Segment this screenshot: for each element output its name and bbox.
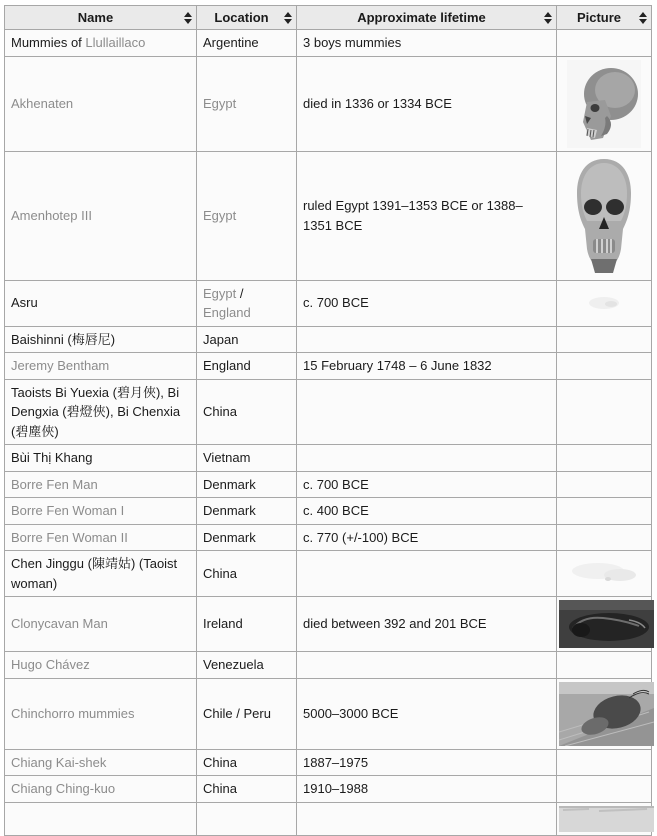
lifetime-cell: ruled Egypt 1391–1353 BCE or 1388–1351 BCE bbox=[297, 151, 557, 280]
location-cell bbox=[197, 524, 297, 551]
location-cell bbox=[197, 445, 297, 472]
table-row bbox=[5, 524, 652, 551]
table-row bbox=[5, 471, 652, 498]
column-header-location[interactable] bbox=[197, 6, 297, 30]
cell-text: Japan bbox=[203, 331, 239, 347]
picture-cell bbox=[557, 326, 652, 353]
location-cell bbox=[197, 151, 297, 280]
location-cell bbox=[197, 56, 297, 151]
picture-cell bbox=[557, 802, 652, 835]
location-cell bbox=[197, 597, 297, 652]
lifetime-cell: c. 700 BCE bbox=[297, 471, 557, 498]
cell-text: Denmark bbox=[203, 529, 256, 545]
cell-text: Mummies of bbox=[11, 35, 86, 50]
lifetime-cell: died in 1336 or 1334 BCE bbox=[297, 56, 557, 151]
wiki-link[interactable]: Egypt bbox=[203, 285, 237, 301]
cell-text: Chen Jinggu (陳靖姑) (Taoist woman) bbox=[11, 556, 178, 591]
picture-cell bbox=[557, 353, 652, 380]
clonycavan-man-image[interactable] bbox=[559, 600, 649, 648]
lifetime-cell: c. 700 BCE bbox=[297, 280, 557, 326]
table-row-partial bbox=[5, 802, 652, 835]
name-cell bbox=[5, 498, 197, 525]
cell-text: / bbox=[236, 285, 244, 301]
table-row bbox=[5, 56, 652, 151]
picture-cell bbox=[557, 30, 652, 57]
lifetime-cell: 1887–1975 bbox=[297, 749, 557, 776]
wiki-link[interactable]: Borre Fen Woman II bbox=[11, 529, 128, 545]
name-cell bbox=[5, 379, 197, 445]
location-cell bbox=[197, 353, 297, 380]
cell-text: Denmark bbox=[203, 476, 256, 492]
mummy-table-body bbox=[5, 30, 652, 836]
picture-cell bbox=[557, 498, 652, 525]
cell-text: Taoists Bi Yuexia (碧月俠), Bi Dengxia (碧燈俠), Bi Chenxia (碧塵俠) bbox=[11, 384, 181, 439]
name-cell bbox=[5, 597, 197, 652]
name-cell bbox=[5, 471, 197, 498]
wiki-link[interactable]: Jeremy Bentham bbox=[11, 358, 110, 373]
table-row bbox=[5, 353, 652, 380]
location-cell bbox=[197, 471, 297, 498]
lifetime-cell bbox=[297, 326, 557, 353]
lifetime-cell bbox=[297, 551, 557, 597]
cell-text: Denmark bbox=[203, 503, 256, 518]
picture-cell bbox=[557, 597, 652, 652]
cell-text: Baishinni (梅唇尼) bbox=[11, 331, 116, 347]
picture-cell bbox=[557, 776, 652, 803]
cell-text: Vietnam bbox=[203, 450, 251, 465]
sort-both-icon bbox=[544, 12, 552, 24]
cell-text: China bbox=[203, 404, 237, 419]
sort-both-icon bbox=[184, 12, 192, 24]
name-cell bbox=[5, 678, 197, 749]
location-cell bbox=[197, 802, 297, 835]
wiki-link[interactable]: Clonycavan Man bbox=[11, 616, 108, 632]
name-cell bbox=[5, 151, 197, 280]
table-row bbox=[5, 151, 652, 280]
table-row bbox=[5, 749, 652, 776]
wiki-link[interactable]: Egypt bbox=[203, 207, 237, 223]
picture-cell bbox=[557, 749, 652, 776]
header-label: Name bbox=[77, 10, 114, 25]
table-row bbox=[5, 597, 652, 652]
lifetime-cell: died between 392 and 201 BCE bbox=[297, 597, 557, 652]
name-cell bbox=[5, 652, 197, 679]
column-header-lifetime[interactable] bbox=[297, 6, 557, 30]
name-cell bbox=[5, 56, 197, 151]
column-header-picture[interactable] bbox=[557, 6, 652, 30]
name-cell bbox=[5, 280, 197, 326]
wiki-link[interactable]: Egypt bbox=[203, 95, 237, 111]
lifetime-cell bbox=[297, 379, 557, 445]
wiki-link[interactable]: Borre Fen Man bbox=[11, 476, 98, 492]
wiki-link[interactable]: Llullaillaco bbox=[85, 35, 146, 50]
lifetime-cell: c. 770 (+/-100) BCE bbox=[297, 524, 557, 551]
cell-text: China bbox=[203, 781, 237, 796]
picture-cell bbox=[557, 280, 652, 326]
name-cell bbox=[5, 749, 197, 776]
location-cell bbox=[197, 749, 297, 776]
picture-cell bbox=[557, 151, 652, 280]
location-cell bbox=[197, 678, 297, 749]
picture-cell bbox=[557, 471, 652, 498]
name-cell bbox=[5, 551, 197, 597]
chen-jinggu-faint-image[interactable] bbox=[559, 561, 649, 587]
mummies-table bbox=[4, 5, 652, 836]
wiki-link[interactable]: Amenhotep III bbox=[11, 207, 92, 223]
wiki-link[interactable]: Chiang Ching-kuo bbox=[11, 781, 116, 796]
lifetime-cell: 5000–3000 BCE bbox=[297, 678, 557, 749]
lifetime-cell bbox=[297, 445, 557, 472]
location-cell bbox=[197, 280, 297, 326]
wiki-link[interactable]: Akhenaten bbox=[11, 95, 74, 111]
cell-text: China bbox=[203, 565, 237, 581]
picture-cell bbox=[557, 445, 652, 472]
picture-cell bbox=[557, 551, 652, 597]
name-cell bbox=[5, 30, 197, 57]
table-row bbox=[5, 678, 652, 749]
location-cell bbox=[197, 776, 297, 803]
picture-cell bbox=[557, 652, 652, 679]
table-row bbox=[5, 445, 652, 472]
wiki-link[interactable]: England bbox=[203, 305, 251, 320]
picture-cell bbox=[557, 56, 652, 151]
lifetime-cell: 15 February 1748 – 6 June 1832 bbox=[297, 353, 557, 380]
location-cell bbox=[197, 30, 297, 57]
cell-text: Ireland bbox=[203, 616, 243, 632]
sort-both-icon bbox=[284, 12, 292, 24]
picture-cell bbox=[557, 379, 652, 445]
table-row bbox=[5, 326, 652, 353]
lifetime-cell: c. 400 BCE bbox=[297, 498, 557, 525]
wiki-link[interactable]: Chiang Kai-shek bbox=[11, 754, 107, 770]
name-cell bbox=[5, 326, 197, 353]
wiki-link[interactable]: Chinchorro mummies bbox=[11, 705, 135, 721]
table-row bbox=[5, 30, 652, 57]
name-cell bbox=[5, 776, 197, 803]
cell-text: Argentine bbox=[203, 35, 259, 50]
header-label: Location bbox=[214, 10, 269, 25]
picture-cell bbox=[557, 524, 652, 551]
akhenaten-skull-image[interactable] bbox=[559, 60, 649, 148]
name-cell bbox=[5, 802, 197, 835]
column-header-name[interactable] bbox=[5, 6, 197, 30]
name-cell bbox=[5, 353, 197, 380]
table-row bbox=[5, 379, 652, 445]
sort-both-icon bbox=[639, 12, 647, 24]
lifetime-cell: 1910–1988 bbox=[297, 776, 557, 803]
cell-text: Chile / Peru bbox=[203, 705, 271, 721]
lifetime-cell: 3 boys mummies bbox=[297, 30, 557, 57]
lifetime-cell bbox=[297, 802, 557, 835]
chinchorro-mummy-image[interactable] bbox=[559, 682, 649, 746]
cell-text: Bùi Thị Khang bbox=[11, 450, 93, 465]
lifetime-cell bbox=[297, 652, 557, 679]
wiki-link[interactable]: Borre Fen Woman I bbox=[11, 503, 125, 518]
cell-text: England bbox=[203, 358, 251, 373]
header-label: Approximate lifetime bbox=[357, 10, 486, 25]
table-row bbox=[5, 776, 652, 803]
amenhotep-skull-image[interactable] bbox=[559, 155, 649, 277]
asru-faint-image[interactable] bbox=[559, 295, 649, 311]
location-cell bbox=[197, 498, 297, 525]
header-row bbox=[5, 6, 652, 30]
location-cell bbox=[197, 326, 297, 353]
header-label: Picture bbox=[576, 10, 622, 25]
location-cell bbox=[197, 379, 297, 445]
picture-cell bbox=[557, 678, 652, 749]
location-cell bbox=[197, 652, 297, 679]
table-row bbox=[5, 551, 652, 597]
cell-text: Asru bbox=[11, 295, 38, 311]
table-row bbox=[5, 652, 652, 679]
name-cell bbox=[5, 445, 197, 472]
cell-text: China bbox=[203, 754, 237, 770]
table-row bbox=[5, 498, 652, 525]
cell-text: Venezuela bbox=[203, 657, 264, 672]
location-cell bbox=[197, 551, 297, 597]
table-row bbox=[5, 280, 652, 326]
wiki-link[interactable]: Hugo Chávez bbox=[11, 657, 90, 672]
name-cell bbox=[5, 524, 197, 551]
